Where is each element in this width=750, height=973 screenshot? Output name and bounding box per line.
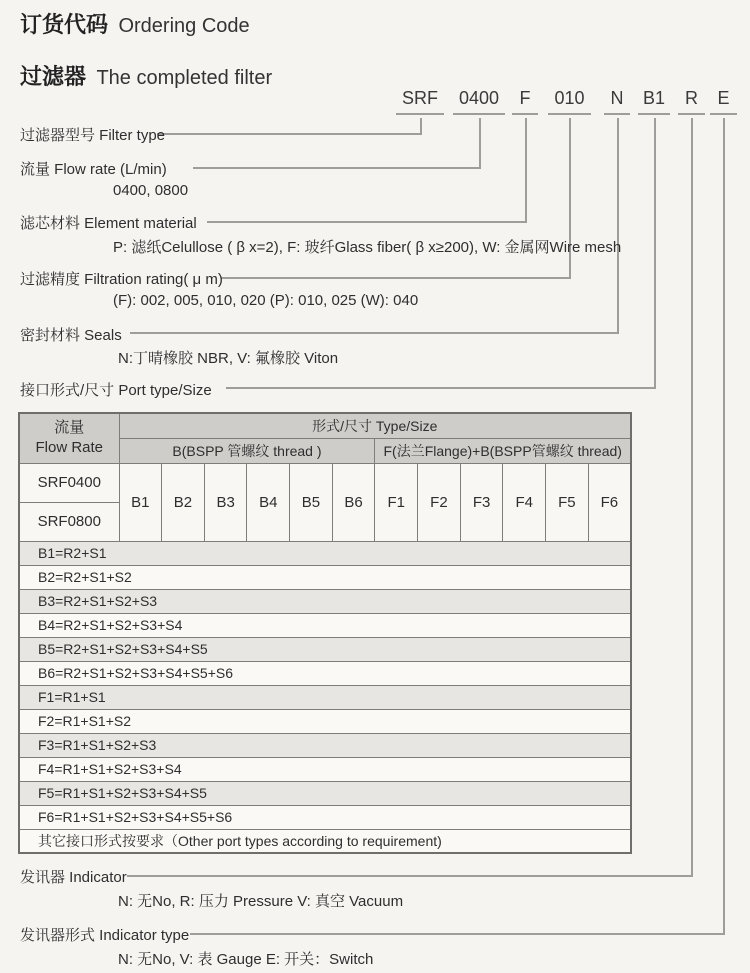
combo-row [19,661,631,685]
flow-model-cell: SRF0800 [19,502,119,541]
combo-cell: B2=R2+S1+S2 [19,565,631,589]
page-subtitle-en: The completed filter [96,67,273,89]
combo-row [19,781,631,805]
spec-indicator-type-label: 发讯器形式 Indicator type [20,927,190,944]
combo-cell: F2=R1+S1+S2 [19,709,631,733]
connector-seals-vline [617,118,619,334]
size-code-cell: B1 [119,463,162,541]
connector-indicator-type-hline [190,933,724,935]
size-code-cell: F3 [460,463,503,541]
code-segment-port: B1 [638,88,670,115]
combo-cell: 其它接口形式按要求（Other port types according to requirement) [19,829,631,853]
flow-rate-header-cell [19,413,119,463]
size-code-cell: F1 [375,463,418,541]
connector-element-hline [207,221,526,223]
port-type-size-table [18,412,632,854]
spec-element-detail: P: 滤纸Celullose ( β x=2), F: 玻纤Glass fiber( β x≥200), W: 金属网Wire mesh [113,239,622,256]
connector-flow-rate-hline [193,167,480,169]
combo-cell: F3=R1+S1+S2+S3 [19,733,631,757]
size-code-cell: F6 [588,463,631,541]
size-code-cell: B4 [247,463,290,541]
size-code-cell: F2 [418,463,461,541]
size-code-cell: B2 [162,463,205,541]
connector-port-hline [226,387,655,389]
combo-cell: B5=R2+S1+S2+S3+S4+S5 [19,637,631,661]
size-code-cell: B5 [290,463,333,541]
combo-row [19,709,631,733]
combo-cell: F4=R1+S1+S2+S3+S4 [19,757,631,781]
combo-row [19,685,631,709]
code-segment-model: SRF [396,88,444,115]
spec-seals-detail: N:丁晴橡胶 NBR, V: 氟橡胶 Viton [118,350,339,367]
connector-indicator-vline [691,118,693,877]
connector-element-vline [525,118,527,223]
table-header-row-1 [19,413,631,438]
ordering-code-example [0,88,750,120]
combo-cell: F5=R1+S1+S2+S3+S4+S5 [19,781,631,805]
size-code-cell: F5 [546,463,589,541]
connector-filter-type-hline [157,133,421,135]
combo-row-other [19,829,631,853]
spec-indicator-detail: N: 无No, R: 压力 Pressure V: 真空 Vacuum [118,893,404,910]
spec-filter-type-label: 过滤器型号 Filter type [20,127,166,144]
combo-cell: B6=R2+S1+S2+S3+S4+S5+S6 [19,661,631,685]
page-title-en: Ordering Code [118,15,250,37]
page-subtitle [20,60,272,91]
spec-flow-rate-detail: 0400, 0800 [113,182,189,199]
group-f-header-cell: F(法兰Flange)+B(BSPP管螺纹 thread) [375,438,631,463]
size-code-cell: B3 [204,463,247,541]
combo-row [19,805,631,829]
group-b-header-cell: B(BSPP 管螺纹 thread ) [119,438,375,463]
spec-indicator-label: 发讯器 Indicator [20,869,127,886]
combo-row [19,733,631,757]
flow-rate-header-zh: 流量 [54,419,85,436]
flow-model-cell: SRF0400 [19,463,119,502]
combo-cell: F6=R1+S1+S2+S3+S4+S5+S6 [19,805,631,829]
combo-row [19,541,631,565]
connector-flow-rate-vline [479,118,481,169]
spec-seals-label: 密封材料 Seals [20,327,122,344]
page-title [20,8,250,39]
combo-cell: B1=R2+S1 [19,541,631,565]
connector-rating-hline [221,277,570,279]
combo-row [19,565,631,589]
combo-row [19,757,631,781]
connector-seals-hline [130,332,618,334]
spec-indicator-type-detail: N: 无No, V: 表 Gauge E: 开关：Switch [118,951,374,968]
size-code-cell: F4 [503,463,546,541]
spec-flow-rate-label: 流量 Flow rate (L/min) [20,161,167,178]
spec-element-label: 滤芯材料 Element material [20,215,197,232]
flow-row-srf0400 [19,463,631,502]
type-size-header-cell: 形式/尺寸 Type/Size [119,413,631,438]
combo-cell: B3=R2+S1+S2+S3 [19,589,631,613]
code-segment-seals: N [604,88,630,115]
code-segment-element: F [512,88,538,115]
flow-rate-header-en: Flow Rate [35,439,104,457]
connector-port-vline [654,118,656,389]
connector-indicator-type-vline [723,118,725,935]
page-subtitle-zh: 过滤器 [20,64,87,89]
spec-rating-label: 过滤精度 Filtration rating( μ m) [20,271,223,288]
code-segment-flow-rate: 0400 [453,88,505,115]
combo-cell: B4=R2+S1+S2+S3+S4 [19,613,631,637]
code-segment-indicator: R [678,88,705,115]
page-title-zh: 订货代码 [20,12,109,37]
spec-port-label: 接口形式/尺寸 Port type/Size [20,382,212,399]
code-segment-rating: 010 [548,88,591,115]
connector-indicator-hline [127,875,692,877]
combo-row [19,613,631,637]
combo-cell: F1=R1+S1 [19,685,631,709]
spec-rating-detail: (F): 002, 005, 010, 020 (P): 010, 025 (W): 040 [113,292,419,309]
combo-row [19,637,631,661]
code-segment-indicator-type: E [710,88,737,115]
size-code-cell: B6 [332,463,375,541]
combo-row [19,589,631,613]
